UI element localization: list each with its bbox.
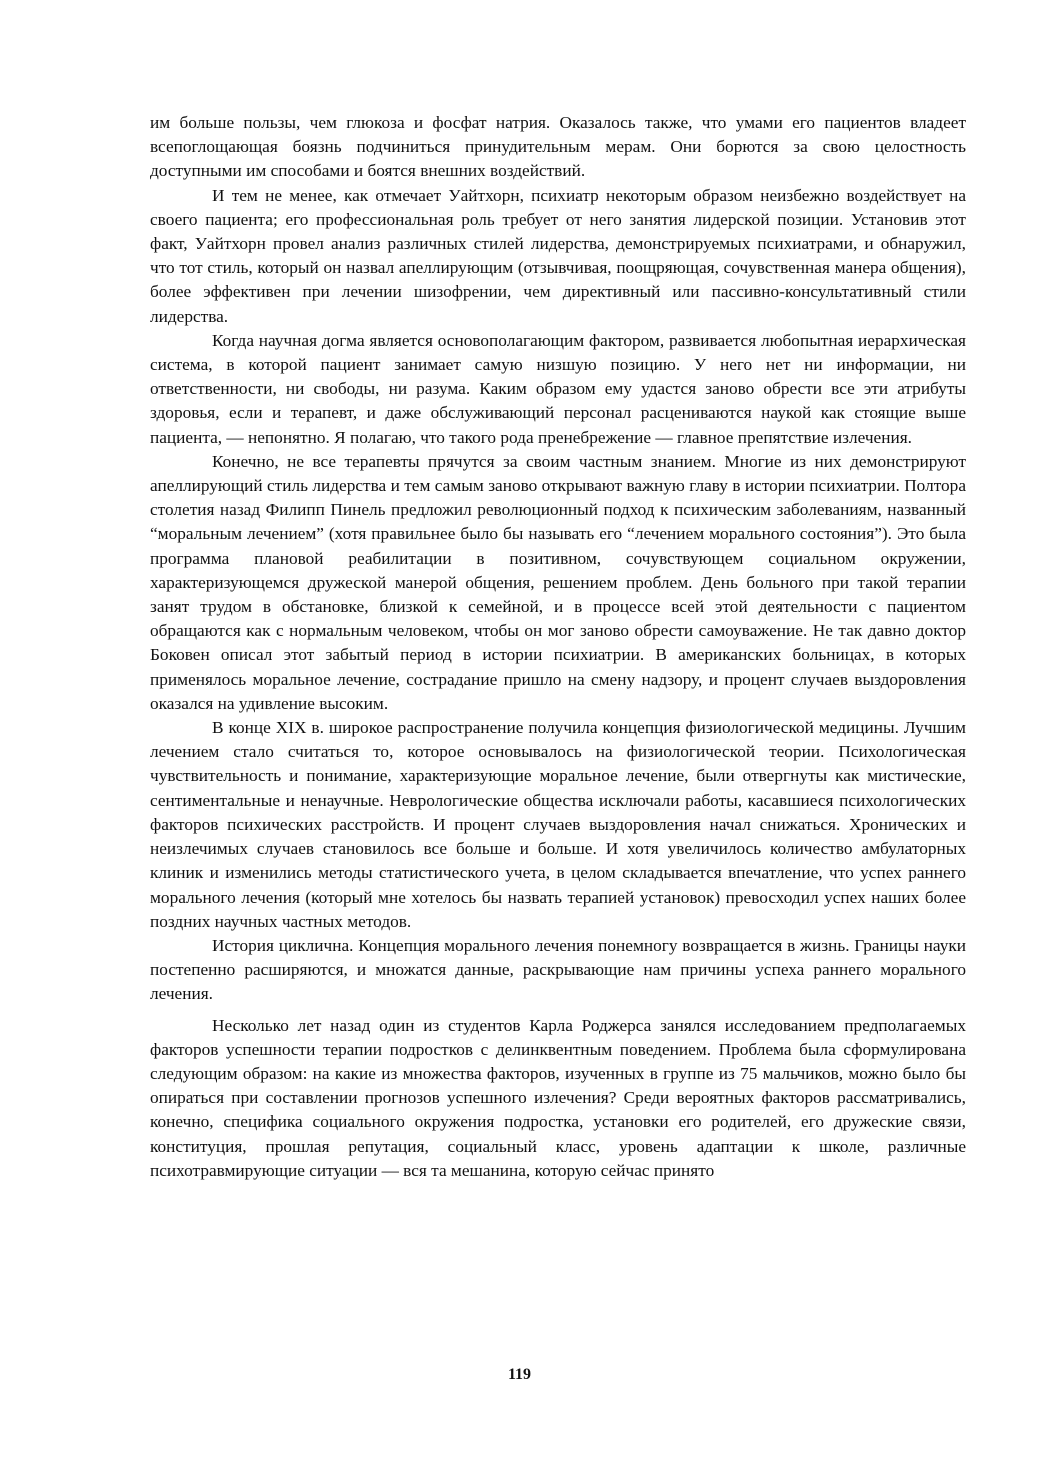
paragraph-physiological-medicine: В конце XIX в. широкое распространение получила концепция физиологической медицины. Лучшим лечением стало считаться то, которое основывалось на физиологической теории. Психологическая чувствительность и понимание, характеризующие моральное лечение, были отвергнуты как мистические, сентиментальные и ненаучные. Неврологические общества исключали работы, касавшиеся психологических факторов психических расстройств. И процент случаев выздоровления начал снижаться. Хронических и неизлечимых случаев становилось все больше и больше. И хотя увеличилось количество амбулаторных клиник и изменились методы статистического учета, в целом складывается впечатление, что успех раннего морального лечения (который мне хотелось бы назвать терапией установок) превосходил успех наших более поздних научных частных методов. [150, 718, 966, 931]
paragraph-scientific-dogma: Когда научная догма является основополагающим фактором, развивается любопытная иерархическая система, в которой пациент занимает самую низшую позицию. У него нет ни информации, ни ответственности, ни свободы, ни разума. Каким образом ему удастся заново обрести все эти атрибуты здоровья, если и терапевт, и даже обслуживающий персонал расцениваются наукой как стоящие выше пациента, — непонятно. Я полагаю, что такого рода пренебрежение — главное препятствие излечения. [150, 330, 966, 447]
paragraph-history-cyclic: История циклична. Концепция морального лечения понемногу возвращается в жизнь. Границы науки постепенно расширяются, и множатся данные, раскрывающие нам причины успеха раннего морального лечения. [150, 935, 966, 1004]
page-number: 119 [507, 1366, 532, 1383]
paragraph-rogers-study: Несколько лет назад один из студентов Карла Роджерса занялся исследованием предполагаемых факторов успешности терапии подростков с делинквентным поведением. Проблема была сформулирована следующим образом: на какие из множества факторов, изученных в группе из 75 мальчиков, можно было бы опираться при составлении прогнозов успешного излечения? Среди вероятных факторов рассматривались, конечно, специфика социального окружения подростка, установки его родителей, его дружеские связи, конституция, прошлая репутация, социальный класс, уровень адаптации к школе, различные психотравмирующие ситуации — вся та мешанина, которую сейчас принято [150, 1015, 966, 1180]
paragraph-whitehorn: И тем не менее, как отмечает Уайтхорн, психиатр некоторым образом неизбежно воздействует на своего пациента; его профессиональная роль требует от него занятия лидерской позиции. Установив этот факт, Уайтхорн провел анализ различных стилей лидерства, демонстрируемых психиатрами, и обнаружил, что тот стиль, который он назвал апеллирующим (отзывчивая, поощряющая, сочувственная манера общения), более эффективен при лечении шизофрении, чем директивный или пассивно-консультативный стили лидерства. [150, 185, 966, 326]
page-body [150, 111, 966, 1183]
paragraph-continued: им больше пользы, чем глюкоза и фосфат натрия. Оказалось также, что умами его пациентов владеет всепоглощающая боязнь подчиниться принудительным мерам. Они борются за свою целостность доступными им способами и боятся внешних воздействий. [150, 113, 966, 181]
paragraph-moral-treatment: Конечно, не все терапевты прячутся за своим частным знанием. Многие из них демонстрируют апеллирующий стиль лидерства и тем самым заново открывают важную главу в истории психиатрии. Полтора столетия назад Филипп Пинель предложил революционный подход к психическим заболеваниям, названный “моральным лечением” (хотя правильнее было бы называть его “лечением морального состояния”). Это была программа плановой реабилитации в позитивном, сочувствующем социальном окружении, характеризующемся дружеской манерой общения, решением проблем. День больного при такой терапии занят трудом в обстановке, близкой к семейной, и в процессе всей этой деятельности с пациентом обращаются как с нормальным человеком, чтобы он мог заново обрести самоуважение. Не так давно доктор Боковен описал этот забытый период в истории психиатрии. В американских больницах, в которых применялось моральное лечение, сострадание пришло на смену надзору, и процент случаев выздоровления оказался на удивление высоким. [150, 451, 966, 713]
